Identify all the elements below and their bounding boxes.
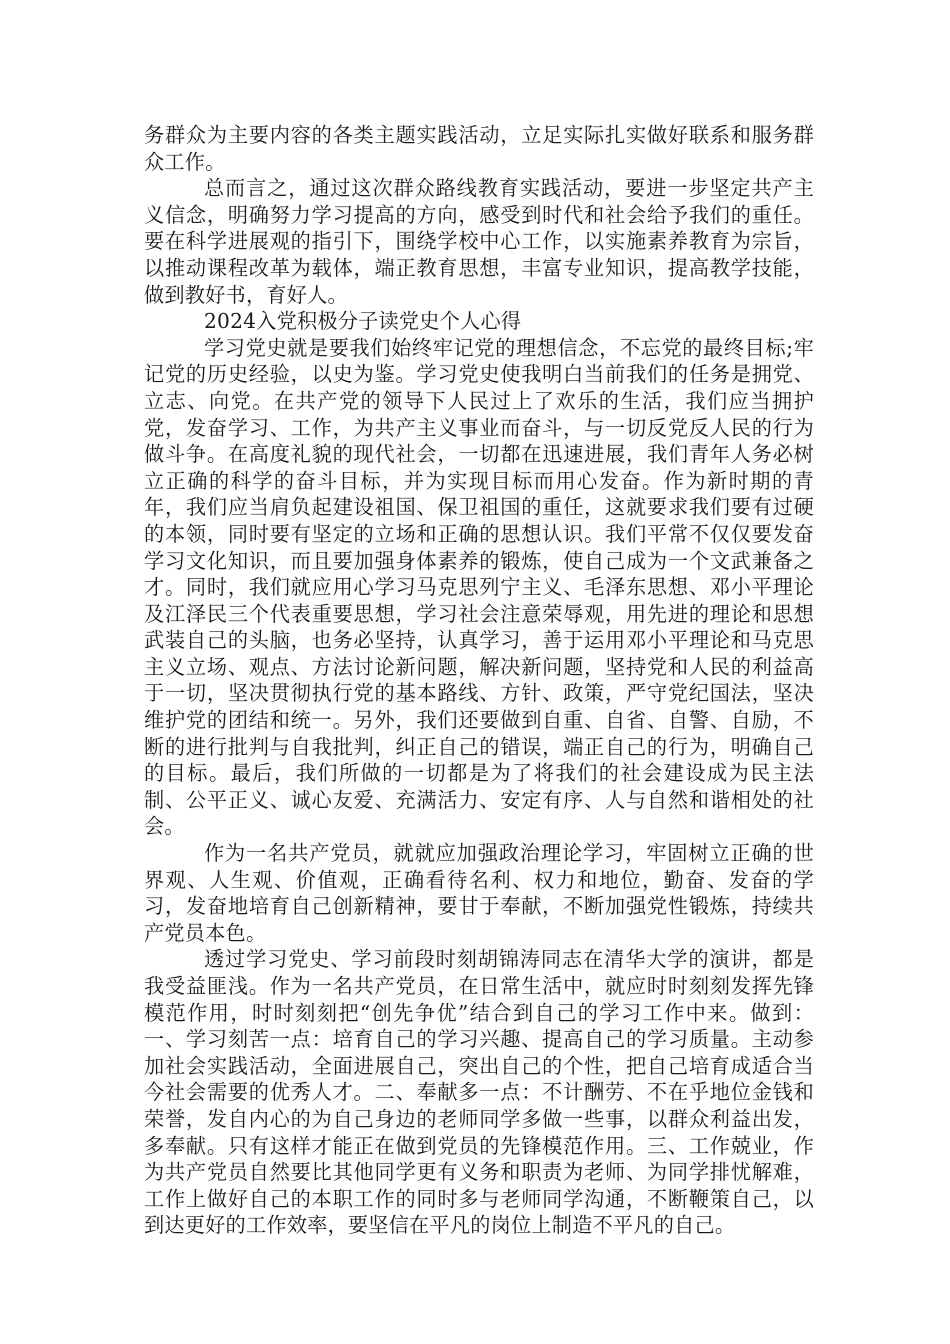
paragraph-summary: 总而言之，通过这次群众路线教育实践活动，要进一步坚定共产主义信念，明确努力学习提高的方向，感受到时代和社会给予我们的重任。要在科学进展观的指引下，围绕学校中心工作，以实施素养教育为宗旨，以推动课程改革为载体，端正教育思想，丰富专业知识，提高教学技能，做到教好书，育好人。 [144,176,814,307]
section-heading: 2024入党积极分子读党史个人心得 [204,309,522,334]
paragraph-learning: 透过学习党史、学习前段时刻胡锦涛同志在清华大学的演讲，都是我受益匪浅。作为一名共产党员，在日常生活中，就应时时刻刻发挥先锋模范作用，时时刻刻把“创先争优”结合到自己的学习工作中来。做到：一、学习刻苦一点：培育自己的学习兴趣、提高自己的学习质量。主动参加社会实践活动，全面进展自己，突出自己的个性，把自己培育成适合当今社会需要的优秀人才。二、奉献多一点：不计酬劳、不在乎地位金钱和荣誉，发自内心的为自己身边的老师同学多做一些事，以群众利益出发，多奉献。只有这样才能正在做到党员的先锋模范作用。三、工作兢业，作为共产党员自然要比其他同学更有义务和职责为老师、为同学排忧解难，工作上做好自己的本职工作的同时多与老师同学沟通，不断鞭策自己，以到达更好的工作效率，要坚信在平凡的岗位上制造不平凡的自己。 [144,947,814,1238]
paragraph-continuation: 务群众为主要内容的各类主题实践活动，立足实际扎实做好联系和服务群众工作。 [144,123,814,174]
paragraph-party-history: 学习党史就是要我们始终牢记党的理想信念，不忘党的最终目标;牢记党的历史经验，以史为鉴。学习党史使我明白当前我们的任务是拥党、立志、向党。在共产党的领导下人民过上了欢乐的生活，我们应当拥护党，发奋学习、工作，为共产主义事业而奋斗，与一切反党反人民的行为做斗争。在高度礼貌的现代社会，一切都在迅速进展，我们青年人务必树立正确的科学的奋斗目标，并为实现目标而用心发奋。作为新时期的青年，我们应当肩负起建设祖国、保卫祖国的重任，这就要求我们要有过硬的本领，同时要有坚定的立场和正确的思想认识。我们平常不仅仅要发奋学习文化知识，而且要加强身体素养的锻炼，使自己成为一个文武兼备之才。同时，我们就应用心学习马克思列宁主义、毛泽东思想、邓小平理论及江泽民三个代表重要思想，学习社会注意荣辱观，用先进的理论和思想武装自己的头脑，也务必坚持，认真学习，善于运用邓小平理论和马克思主义立场、观点、方法讨论新问题，解决新问题，坚持党和人民的利益高于一切，坚决贯彻执行党的基本路线、方针、政策，严守党纪国法，坚决维护党的团结和统一。另外，我们还要做到自重、自省、自警、自励，不断的进行批判与自我批判，纠正自己的错误，端正自己的行为，明确自己的目标。最后，我们所做的一切都是为了将我们的社会建设成为民主法制、公平正义、诚心友爱、充满活力、安定有序、人与自然和谐相处的社会。 [144,335,814,839]
paragraph-party-member: 作为一名共产党员，就就应加强政治理论学习，牢固树立正确的世界观、人生观、价值观，正确看待名利、权力和地位，勤奋、发奋的学习，发奋地培育自己创新精神，要甘于奉献，不断加强党性锻炼，持续共产党员本色。 [144,841,814,945]
document-body [144,122,814,1239]
